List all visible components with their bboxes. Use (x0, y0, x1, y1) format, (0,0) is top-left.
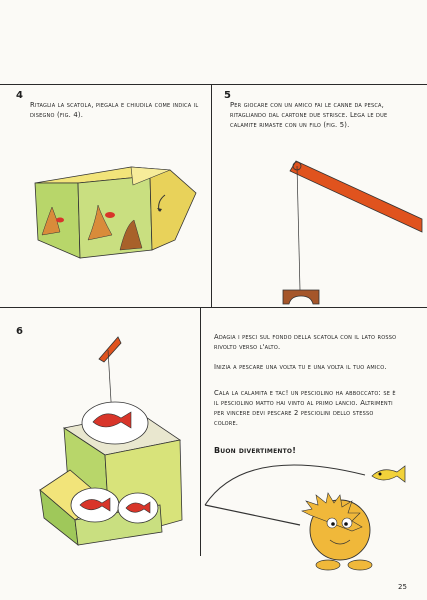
page-number: 25 (398, 583, 407, 591)
step-6-paragraph-1: Adagia i pesci sul fondo della scatola con il lato rosso rivolto verso l'alto. (214, 333, 397, 351)
step-5-number: 5 (224, 90, 231, 101)
fishing-game-illustration (40, 337, 182, 545)
folding-box-illustration (35, 167, 196, 258)
character-illustration (205, 465, 405, 570)
step-4-text: Ritaglia la scatola, piegala e chiudila come indica il disegno (fig. 4). (30, 101, 199, 119)
fishing-rod-illustration (283, 161, 422, 304)
step-4-number: 4 (16, 90, 23, 101)
step-6-paragraph-2: Inizia a pescare una volta tu e una volta il tuo amico. (214, 363, 387, 371)
step-6-number: 6 (16, 326, 23, 337)
closing-text: Buon divertimento! (214, 446, 297, 455)
step-6-paragraph-3: Cala la calamita e tac! un pesciolino ha abboccato: se è il pesciolino matto hai vinto al primo lancio. Altrimenti per vincere devi pescare 2 pesciolini dello stesso colore. (214, 389, 396, 427)
step-5-text: Per giocare con un amico fai le canne da pesca, ritagliando dal cartone due strisce. Lega le due calamite rimaste con un filo (fig. 5). (230, 101, 388, 129)
